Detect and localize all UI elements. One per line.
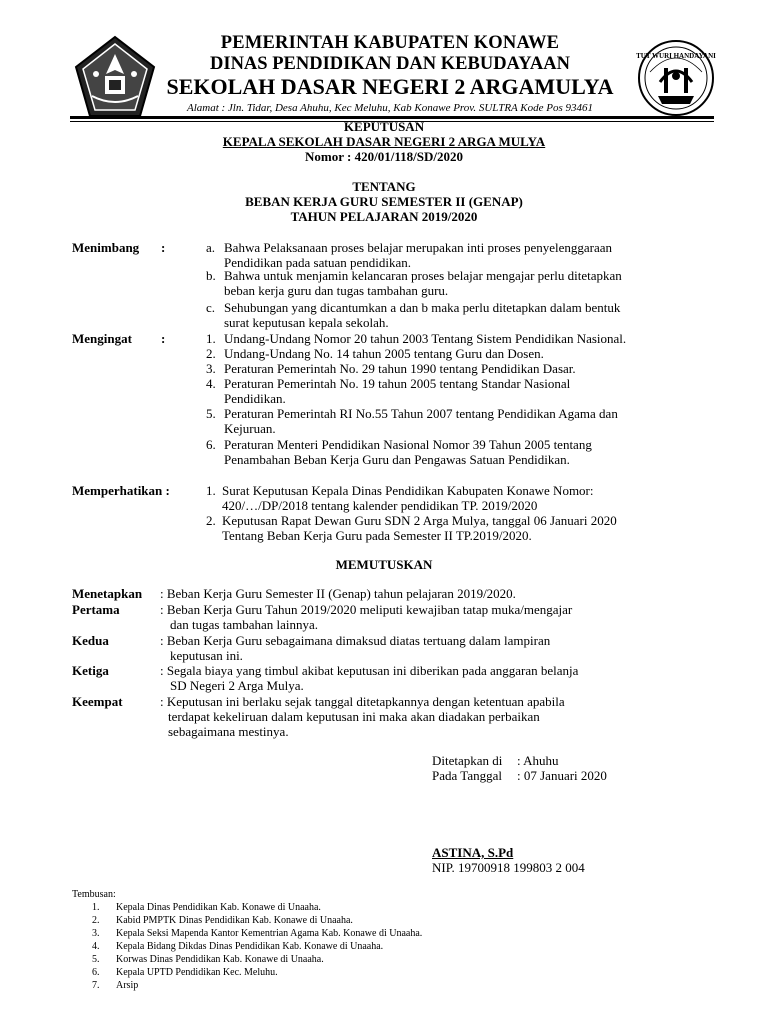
decision-text: sebagaimana mestinya. [168, 724, 289, 739]
tembusan-item-marker: 7. [92, 980, 100, 991]
mengingat-item-marker: 6. [206, 437, 216, 452]
decision-text: : Beban Kerja Guru sebagaimana dimaksud diatas tertuang dalam lampiran [160, 633, 551, 648]
decision-text: terdapat kekeliruan dalam keputusan ini maka akan diadakan perbaikan [168, 709, 540, 724]
decision-text: dan tugas tambahan lainnya. [170, 617, 319, 632]
tembusan-item-marker: 6. [92, 967, 100, 978]
title-subject-2: TAHUN PELAJARAN 2019/2020 [290, 209, 478, 224]
decision-label: Kedua [72, 633, 109, 648]
mengingat-item-text: Penambahan Beban Kerja Guru dan Pengawas Satuan Pendidikan. [224, 452, 570, 467]
mengingat-item-marker: 5. [206, 406, 216, 421]
tembusan-item-text: Arsip [116, 980, 139, 991]
mengingat-item-marker: 1. [206, 331, 216, 346]
title-subject-1: BEBAN KERJA GURU SEMESTER II (GENAP) [245, 194, 523, 209]
memperhatikan-label: Memperhatikan : [72, 483, 170, 498]
decision-text: SD Negeri 2 Arga Mulya. [170, 678, 304, 693]
signatory-nip: NIP. 19700918 199803 2 004 [432, 860, 585, 875]
memperhatikan-item-text: 420/…/DP/2018 tentang kalender pendidikan TP. 2019/2020 [222, 498, 538, 513]
mengingat-item-marker: 3. [206, 361, 216, 376]
tembusan-item-text: Kepala Seksi Mapenda Kantor Kementrian Agama Kab. Konawe di Unaaha. [116, 928, 423, 939]
letterhead-department: DINAS PENDIDIKAN DAN KEBUDAYAAN [210, 54, 570, 74]
mengingat-item-marker: 4. [206, 376, 216, 391]
decision-text: : Segala biaya yang timbul akibat keputusan ini diberikan pada anggaran belanja [160, 663, 579, 678]
mengingat-label: Mengingat [72, 331, 132, 346]
mengingat-colon: : [161, 331, 166, 346]
tembusan-item-marker: 5. [92, 954, 100, 965]
memperhatikan-item-text: Surat Keputusan Kepala Dinas Pendidikan Kabupaten Konawe Nomor: [222, 483, 594, 498]
signatory-name: ASTINA, S.Pd [432, 845, 514, 860]
title-keputusan: KEPUTUSAN [343, 119, 425, 134]
menimbang-item-text: beban kerja guru dan tugas tambahan guru. [224, 283, 449, 298]
konawe-emblem-logo [72, 34, 158, 120]
menimbang-item-text: Bahwa Pelaksanaan proses belajar merupakan inti proses penyelenggaraan [224, 240, 613, 255]
tembusan-item-text: Korwas Dinas Pendidikan Kab. Konawe di Unaaha. [116, 954, 324, 965]
menimbang-colon: : [161, 240, 166, 255]
tembusan-item-marker: 1. [92, 902, 100, 913]
memperhatikan-item-text: Keputusan Rapat Dewan Guru SDN 2 Arga Mulya, tanggal 06 Januari 2020 [222, 513, 617, 528]
menimbang-item-text: Sehubungan yang dicantumkan a dan b maka perlu ditetapkan dalam bentuk [224, 300, 621, 315]
letterhead-school: SEKOLAH DASAR NEGERI 2 ARGAMULYA [166, 74, 614, 99]
tembusan-item-text: Kabid PMPTK Dinas Pendidikan Kab. Konawe di Unaaha. [116, 915, 353, 926]
mengingat-item-text: Peraturan Pemerintah RI No.55 Tahun 2007 tentang Pendidikan Agama dan [224, 406, 618, 421]
mengingat-item-text: Undang-Undang No. 14 tahun 2005 tentang Guru dan Dosen. [224, 346, 544, 361]
mengingat-item-text: Undang-Undang Nomor 20 tahun 2003 Tentang Sistem Pendidikan Nasional. [224, 331, 627, 346]
menimbang-item-marker: c. [206, 300, 216, 315]
decision-text: : Beban Kerja Guru Tahun 2019/2020 meliputi kewajiban tatap muka/mengajar [160, 602, 573, 617]
tembusan-label: Tembusan: [72, 889, 116, 900]
decision-label: Keempat [72, 694, 123, 709]
title-kepala: KEPALA SEKOLAH DASAR NEGERI 2 ARGA MULYA [222, 134, 546, 149]
mengingat-item-text: Pendidikan. [224, 391, 286, 406]
tembusan-item-text: Kepala UPTD Pendidikan Kec. Meluhu. [116, 967, 278, 978]
memutuskan-heading: MEMUTUSKAN [335, 557, 433, 572]
tembusan-item-text: Kepala Dinas Pendidikan Kab. Konawe di Unaaha. [116, 902, 321, 913]
tembusan-item-text: Kepala Bidang Dikdas Dinas Pendidikan Kab. Konawe di Unaaha. [116, 941, 384, 952]
menimbang-item-text: Pendidikan pada satuan pendidikan. [224, 255, 412, 270]
mengingat-item-marker: 2. [206, 346, 216, 361]
tembusan-item-marker: 3. [92, 928, 100, 939]
sign-date-label: Pada Tanggal [432, 768, 502, 783]
tembusan-item-marker: 4. [92, 941, 100, 952]
title-tentang: TENTANG [352, 179, 416, 194]
memperhatikan-item-marker: 1. [206, 483, 216, 498]
tembusan-item-marker: 2. [92, 915, 100, 926]
decision-label: Ketiga [72, 663, 109, 678]
letterhead-government: PEMERINTAH KABUPATEN KONAWE [220, 33, 560, 53]
mengingat-item-text: Peraturan Menteri Pendidikan Nasional Nomor 39 Tahun 2005 tentang [224, 437, 592, 452]
mengingat-item-text: Kejuruan. [224, 421, 276, 436]
title-nomor: Nomor : 420/01/118/SD/2020 [305, 149, 463, 164]
mengingat-item-text: Peraturan Pemerintah No. 29 tahun 1990 tentang Pendidikan Dasar. [224, 361, 576, 376]
mengingat-item-text: Peraturan Pemerintah No. 19 tahun 2005 tentang Standar Nasional [224, 376, 571, 391]
decision-text: : Keputusan ini berlaku sejak tanggal ditetapkannya dengan ketentuan apabila [160, 694, 565, 709]
logo-right-motto: TUT WURI HANDAYANI [636, 52, 716, 60]
decision-label: Pertama [72, 602, 120, 617]
memperhatikan-item-marker: 2. [206, 513, 216, 528]
menimbang-item-text: surat keputusan kepala sekolah. [224, 315, 389, 330]
letterhead [150, 32, 630, 116]
decision-text: : Beban Kerja Guru Semester II (Genap) tahun pelajaran 2019/2020. [160, 586, 516, 601]
sign-place-value: : Ahuhu [517, 753, 559, 768]
sign-place-label: Ditetapkan di [432, 753, 503, 768]
decision-text: keputusan ini. [170, 648, 243, 663]
menimbang-label: Menimbang [72, 240, 140, 255]
letterhead-address: Alamat : Jln. Tidar, Desa Ahuhu, Kec Meluhu, Kab Konawe Prov. SULTRA Kode Pos 93461 [186, 102, 594, 114]
memperhatikan-item-text: Tentang Beban Kerja Guru pada Semester II TP.2019/2020. [222, 528, 532, 543]
tut-wuri-handayani-logo [636, 38, 716, 118]
menimbang-item-marker: a. [206, 240, 216, 255]
menimbang-item-marker: b. [206, 268, 216, 283]
decision-label: Menetapkan [72, 586, 143, 601]
menimbang-item-text: Bahwa untuk menjamin kelancaran proses belajar mengajar perlu ditetapkan [224, 268, 622, 283]
sign-date-value: : 07 Januari 2020 [517, 768, 607, 783]
